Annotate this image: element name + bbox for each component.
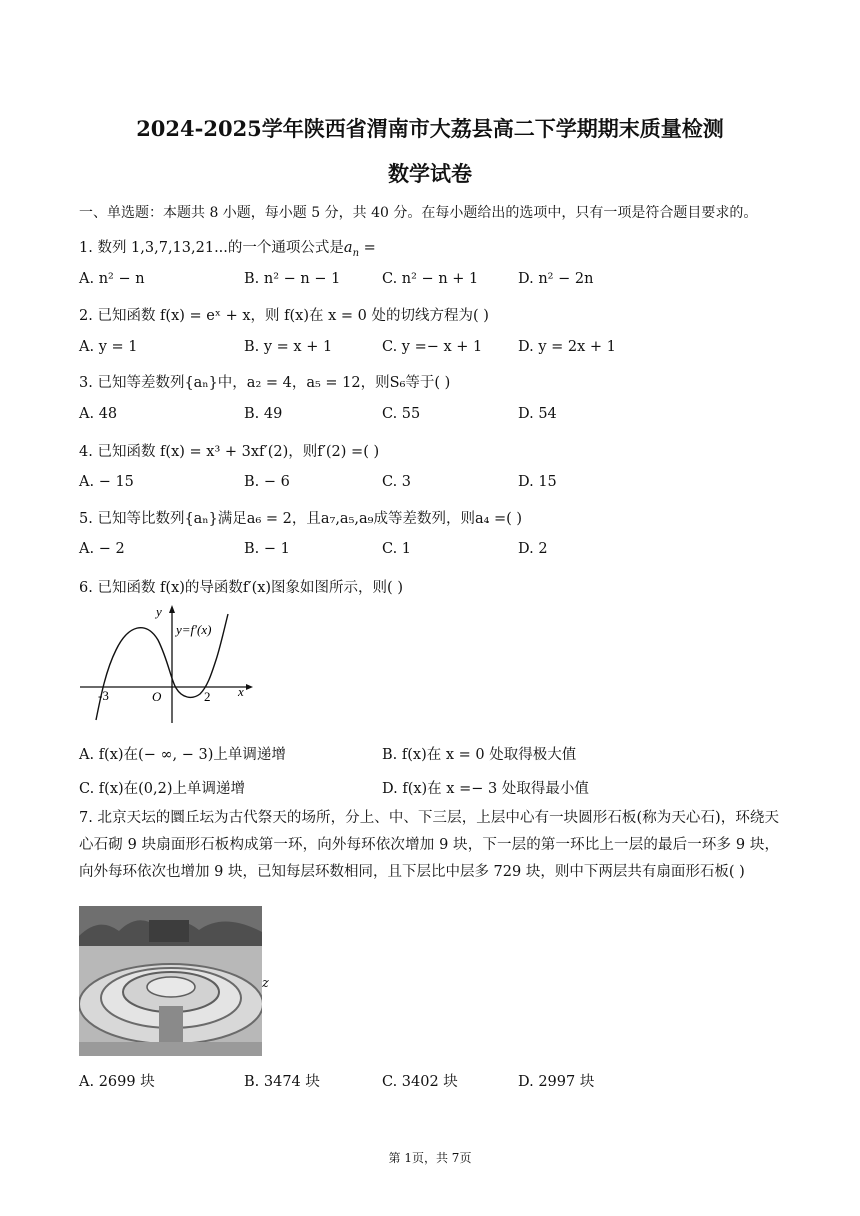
q6-option-b: B. f(x)在 x = 0 处取得极大值: [382, 747, 577, 763]
derivative-graph: [76, 600, 256, 725]
q5-option-d: D. 2: [518, 541, 548, 557]
q7-option-a: A. 2699 块: [79, 1074, 155, 1090]
q3-option-b: B. 49: [244, 406, 283, 422]
q1-option-c: C. n² − n + 1: [382, 271, 479, 287]
q1-option-b: B. n² − n − 1: [244, 271, 341, 287]
question-2: 2. 已知函数 f(x) = eˣ + x，则 f(x)在 x = 0 处的切线方程为( ): [79, 308, 489, 324]
q2-option-d: D. y = 2x + 1: [518, 339, 616, 355]
page-footer: 第 1页，共 7页: [388, 1151, 472, 1165]
question-4: 4. 已知函数 f(x) = x³ + 3xf′(2)，则f′(2) =( ): [79, 444, 380, 460]
q2-option-b: B. y = x + 1: [244, 339, 333, 355]
tiantan-photo: [79, 906, 262, 1056]
q3-option-c: C. 55: [382, 406, 421, 422]
q5-option-b: B. − 1: [244, 541, 290, 557]
q7-option-c: C. 3402 块: [382, 1074, 458, 1090]
page-subtitle: 数学试卷: [388, 161, 472, 186]
q6-option-a: A. f(x)在(− ∞, − 3)上单调递增: [79, 747, 286, 763]
origin-label: O: [152, 689, 162, 704]
y-axis-arrow-icon: [169, 605, 175, 613]
circular-mound-image: [79, 906, 262, 1056]
image-mark: z: [262, 976, 269, 991]
q3-option-a: A. 48: [79, 406, 118, 422]
q2-option-c: C. y =− x + 1: [382, 339, 483, 355]
question-6: 6. 已知函数 f(x)的导函数f′(x)图象如图所示，则( ): [79, 580, 403, 596]
question-7: 7. 北京天坛的圜丘坛为古代祭天的场所，分上、中、下三层，上层中心有一块圆形石板(称为天心石)，环绕天心石砌 9 块扇面形石板构成第一环，向外每环依次增加 9 块，下一层的第一环比上一层的最后一环多 9 块，向外每环依次也增加 9 块，已知每层环数相同，且下层比中层多 729 块，则中下两层共有扇面形石板( ): [79, 810, 779, 880]
q3-option-d: D. 54: [518, 406, 557, 422]
q2-option-a: A. y = 1: [79, 339, 138, 355]
q7-option-b: B. 3474 块: [244, 1074, 320, 1090]
page-title: 2024-2025学年陕西省渭南市大荔县高二下学期期末质量检测: [136, 116, 724, 141]
tick-label-neg3: -3: [98, 688, 109, 703]
q6-option-c: C. f(x)在(0,2)上单调递增: [79, 781, 246, 797]
question-5: 5. 已知等比数列{aₙ}满足a₆ = 2，且a₇,a₅,a₉成等差数列，则a₄ =( ): [79, 511, 523, 527]
q7-option-d: D. 2997 块: [518, 1074, 595, 1090]
q1-option-a: A. n² − n: [79, 271, 145, 287]
question-1-text: 1. 数列 1,3,7,13,21...的一个通项公式是: [79, 240, 344, 256]
q4-option-b: B. − 6: [244, 474, 290, 490]
q5-option-a: A. − 2: [79, 541, 125, 557]
question-1: 1. 数列 1,3,7,13,21...的一个通项公式是$a_n$ =: [79, 240, 376, 259]
x-axis-arrow-icon: [246, 684, 253, 690]
q6-option-d: D. f(x)在 x =− 3 处取得最小值: [382, 781, 589, 797]
q4-option-d: D. 15: [518, 474, 557, 490]
q5-option-c: C. 1: [382, 541, 412, 557]
question-3: 3. 已知等差数列{aₙ}中，a₂ = 4，a₅ = 12，则S₆等于( ): [79, 375, 451, 391]
q4-option-a: A. − 15: [79, 474, 134, 490]
section-heading: 一、单选题：本题共 8 小题，每小题 5 分，共 40 分。在每小题给出的选项中，只有一项是符合题目要求的。: [79, 205, 758, 221]
x-axis-label: x: [238, 684, 244, 699]
y-axis-label: y: [156, 604, 162, 619]
q4-option-c: C. 3: [382, 474, 412, 490]
tick-label-2: 2: [204, 689, 211, 704]
q1-option-d: D. n² − 2n: [518, 271, 594, 287]
curve-label: y=f′(x): [176, 622, 212, 637]
an-symbol: $a_n$: [343, 240, 360, 259]
